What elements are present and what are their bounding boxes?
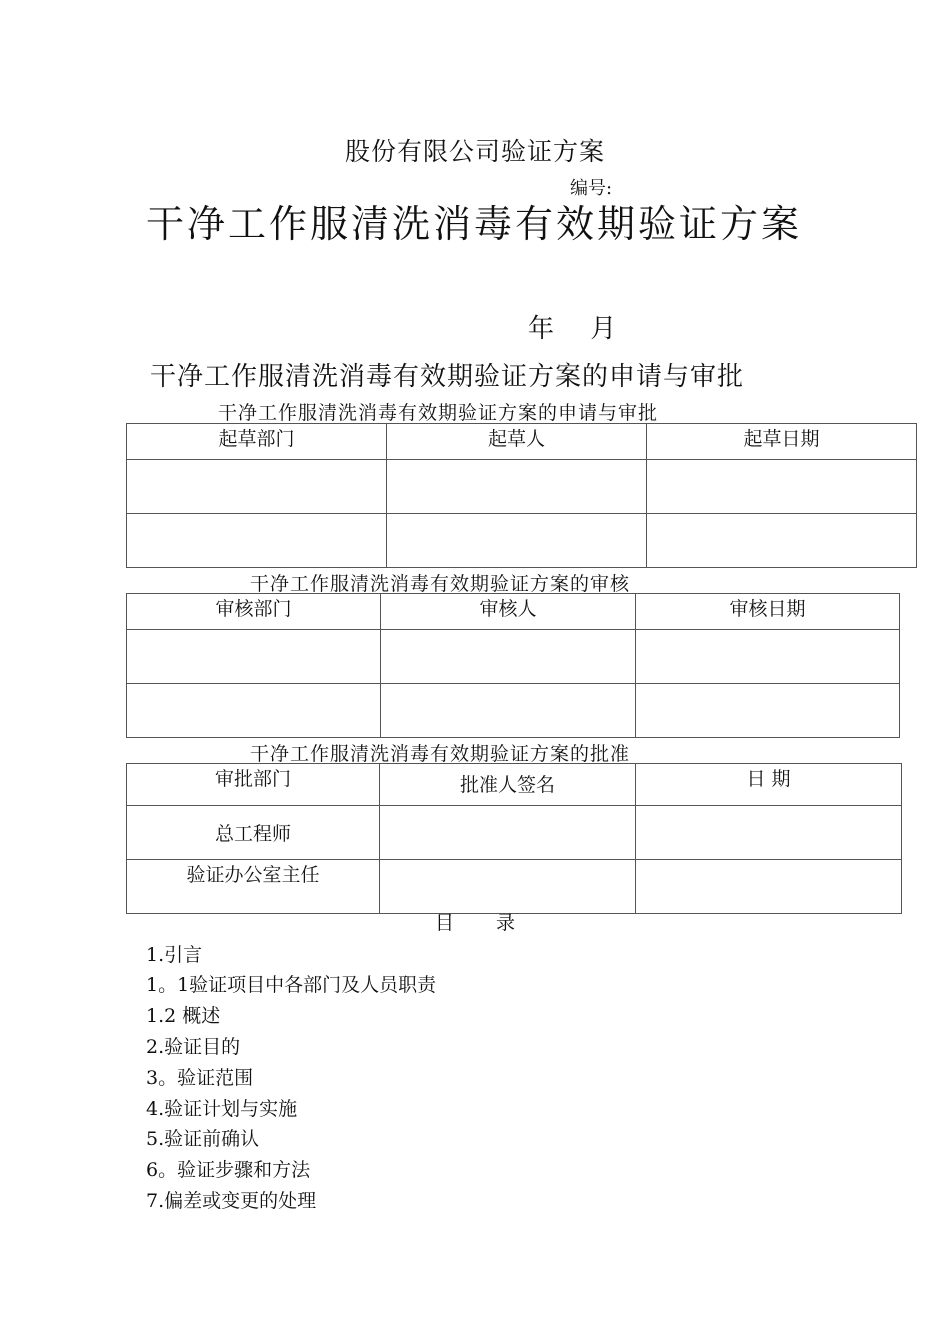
application-table xyxy=(126,423,917,568)
header-cell-draft-date: 起草日期 xyxy=(647,424,917,460)
toc-item: 1.2 概述 xyxy=(146,1005,221,1027)
toc-item: 1.引言 xyxy=(146,944,203,966)
table-cell[interactable] xyxy=(127,630,381,684)
review-table xyxy=(126,593,900,738)
table-cell[interactable] xyxy=(380,860,636,914)
table-cell[interactable] xyxy=(387,460,647,514)
header-cell-approver-signature: 批准人签名 xyxy=(380,764,636,806)
toc-title: 目 录 xyxy=(434,912,516,934)
toc-item: 7.偏差或变更的处理 xyxy=(146,1190,317,1212)
table-cell[interactable] xyxy=(381,630,636,684)
table-cell[interactable] xyxy=(636,630,900,684)
toc-item: 2.验证目的 xyxy=(146,1036,241,1058)
table-cell[interactable] xyxy=(636,684,900,738)
row-label-chief-engineer: 总工程师 xyxy=(127,806,380,860)
table-cell[interactable] xyxy=(647,460,917,514)
table-cell[interactable] xyxy=(387,514,647,568)
section-subtitle: 干净工作服清洗消毒有效期验证方案的申请与审批 xyxy=(150,362,745,392)
header-cell-approval-date: 日 期 xyxy=(636,764,902,806)
table-cell[interactable] xyxy=(636,860,902,914)
document-number-label: 编号: xyxy=(570,178,613,199)
header-cell-draft-department: 起草部门 xyxy=(127,424,387,460)
header-cell-reviewer: 审核人 xyxy=(381,594,636,630)
toc-item: 3。验证范围 xyxy=(146,1067,254,1089)
table-cell[interactable] xyxy=(127,514,387,568)
table-cell[interactable] xyxy=(636,806,902,860)
date-line: 年 月 xyxy=(528,314,617,344)
toc-item: 1。1验证项目中各部门及人员职责 xyxy=(146,974,437,996)
approval-table xyxy=(126,763,902,914)
table-cell[interactable] xyxy=(381,684,636,738)
review-table-caption: 干净工作服清洗消毒有效期验证方案的审核 xyxy=(250,573,631,595)
header-cell-drafter: 起草人 xyxy=(387,424,647,460)
header-cell-review-department: 审核部门 xyxy=(127,594,381,630)
toc-item: 4.验证计划与实施 xyxy=(146,1098,298,1120)
application-table-caption: 干净工作服清洗消毒有效期验证方案的申请与审批 xyxy=(218,402,659,424)
table-cell[interactable] xyxy=(127,684,381,738)
document-title: 干净工作服清洗消毒有效期验证方案 xyxy=(146,202,803,246)
table-cell[interactable] xyxy=(127,460,387,514)
header-cell-approval-department: 审批部门 xyxy=(127,764,380,806)
company-heading: 股份有限公司验证方案 xyxy=(344,137,605,166)
header-cell-review-date: 审核日期 xyxy=(636,594,900,630)
table-cell[interactable] xyxy=(647,514,917,568)
approval-table-caption: 干净工作服清洗消毒有效期验证方案的批准 xyxy=(250,743,631,765)
toc-item: 6。验证步骤和方法 xyxy=(146,1159,311,1181)
row-label-validation-office-director: 验证办公室主任 xyxy=(127,860,380,914)
toc-item: 5.验证前确认 xyxy=(146,1128,260,1150)
table-cell[interactable] xyxy=(380,806,636,860)
